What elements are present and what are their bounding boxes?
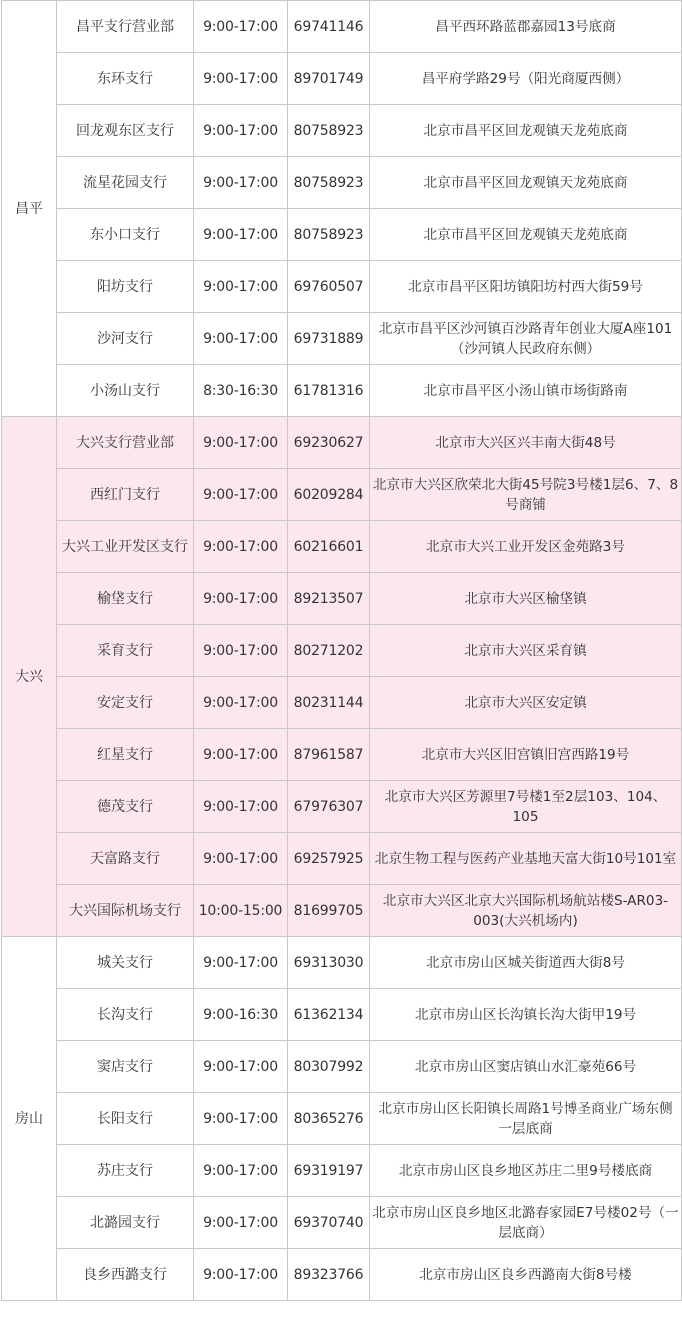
branch-name-cell: 昌平支行营业部 (57, 1, 194, 53)
business-hours-cell: 9:00-17:00 (194, 521, 288, 573)
phone-cell: 80365276 (288, 1093, 370, 1145)
phone-cell: 69319197 (288, 1145, 370, 1197)
address-cell: 北京市房山区良乡地区北潞春家园E7号楼02号（一层底商） (370, 1197, 682, 1249)
table-row (2, 937, 682, 989)
phone-cell: 69370740 (288, 1197, 370, 1249)
phone-cell: 80231144 (288, 677, 370, 729)
business-hours-cell: 9:00-17:00 (194, 1041, 288, 1093)
branch-name-cell: 城关支行 (57, 937, 194, 989)
address-cell: 北京市大兴区安定镇 (370, 677, 682, 729)
phone-cell: 69760507 (288, 261, 370, 313)
phone-cell: 80271202 (288, 625, 370, 677)
address-cell: 北京市大兴区兴丰南大街48号 (370, 417, 682, 469)
branch-name-cell: 红星支行 (57, 729, 194, 781)
business-hours-cell: 9:00-17:00 (194, 469, 288, 521)
table-row (2, 833, 682, 885)
address-cell: 北京市房山区良乡西潞南大街8号楼 (370, 1249, 682, 1301)
address-cell: 北京市大兴区欣荣北大街45号院3号楼1层6、7、8号商铺 (370, 469, 682, 521)
branch-name-cell: 大兴工业开发区支行 (57, 521, 194, 573)
business-hours-cell: 9:00-17:00 (194, 1249, 288, 1301)
phone-cell: 81699705 (288, 885, 370, 937)
phone-cell: 69731889 (288, 313, 370, 365)
phone-cell: 89701749 (288, 53, 370, 105)
branch-name-cell: 阳坊支行 (57, 261, 194, 313)
branch-name-cell: 东小口支行 (57, 209, 194, 261)
table-row (2, 313, 682, 365)
district-cell: 昌平 (2, 1, 57, 417)
address-cell: 北京市房山区长沟镇长沟大街甲19号 (370, 989, 682, 1041)
branch-name-cell: 北潞园支行 (57, 1197, 194, 1249)
business-hours-cell: 9:00-17:00 (194, 313, 288, 365)
branch-name-cell: 长阳支行 (57, 1093, 194, 1145)
phone-cell: 60209284 (288, 469, 370, 521)
phone-cell: 80758923 (288, 157, 370, 209)
business-hours-cell: 9:00-17:00 (194, 781, 288, 833)
address-cell: 北京市大兴区芳源里7号楼1至2层103、104、105 (370, 781, 682, 833)
branch-name-cell: 安定支行 (57, 677, 194, 729)
district-cell: 房山 (2, 937, 57, 1301)
branch-name-cell: 东环支行 (57, 53, 194, 105)
business-hours-cell: 9:00-17:00 (194, 833, 288, 885)
table-row (2, 261, 682, 313)
branch-name-cell: 西红门支行 (57, 469, 194, 521)
address-cell: 北京市房山区城关街道西大街8号 (370, 937, 682, 989)
table-row (2, 885, 682, 937)
business-hours-cell: 9:00-17:00 (194, 105, 288, 157)
branch-name-cell: 天富路支行 (57, 833, 194, 885)
business-hours-cell: 9:00-17:00 (194, 417, 288, 469)
address-cell: 北京市昌平区阳坊镇阳坊村西大街59号 (370, 261, 682, 313)
business-hours-cell: 9:00-17:00 (194, 261, 288, 313)
business-hours-cell: 9:00-17:00 (194, 1197, 288, 1249)
table-row (2, 989, 682, 1041)
branch-name-cell: 流星花园支行 (57, 157, 194, 209)
table-row (2, 1041, 682, 1093)
address-cell: 北京市房山区窦店镇山水汇豪苑66号 (370, 1041, 682, 1093)
table-row (2, 209, 682, 261)
business-hours-cell: 9:00-17:00 (194, 209, 288, 261)
table-row (2, 521, 682, 573)
phone-cell: 69313030 (288, 937, 370, 989)
branch-name-cell: 良乡西潞支行 (57, 1249, 194, 1301)
table-row (2, 469, 682, 521)
table-row (2, 677, 682, 729)
address-cell: 北京市房山区良乡地区苏庄二里9号楼底商 (370, 1145, 682, 1197)
business-hours-cell: 9:00-17:00 (194, 1, 288, 53)
address-cell: 北京市大兴工业开发区金苑路3号 (370, 521, 682, 573)
phone-cell: 69257925 (288, 833, 370, 885)
phone-cell: 61362134 (288, 989, 370, 1041)
branch-name-cell: 小汤山支行 (57, 365, 194, 417)
address-cell: 昌平府学路29号（阳光商厦西侧） (370, 53, 682, 105)
branch-name-cell: 大兴国际机场支行 (57, 885, 194, 937)
table-row (2, 1, 682, 53)
phone-cell: 80307992 (288, 1041, 370, 1093)
business-hours-cell: 9:00-16:30 (194, 989, 288, 1041)
business-hours-cell: 9:00-17:00 (194, 573, 288, 625)
table-row (2, 157, 682, 209)
table-row (2, 729, 682, 781)
table-row (2, 1145, 682, 1197)
address-cell: 北京市大兴区北京大兴国际机场航站楼S-AR03-003(大兴机场内) (370, 885, 682, 937)
business-hours-cell: 9:00-17:00 (194, 677, 288, 729)
branch-name-cell: 回龙观东区支行 (57, 105, 194, 157)
address-cell: 北京生物工程与医药产业基地天富大街10号101室 (370, 833, 682, 885)
address-cell: 北京市昌平区小汤山镇市场街路南 (370, 365, 682, 417)
table-row (2, 1197, 682, 1249)
phone-cell: 60216601 (288, 521, 370, 573)
table-row (2, 573, 682, 625)
address-cell: 北京市大兴区采育镇 (370, 625, 682, 677)
phone-cell: 87961587 (288, 729, 370, 781)
branch-name-cell: 沙河支行 (57, 313, 194, 365)
business-hours-cell: 9:00-17:00 (194, 625, 288, 677)
branch-name-cell: 长沟支行 (57, 989, 194, 1041)
table-row (2, 781, 682, 833)
business-hours-cell: 9:00-17:00 (194, 157, 288, 209)
address-cell: 北京市昌平区回龙观镇天龙苑底商 (370, 105, 682, 157)
table-row (2, 105, 682, 157)
table-row (2, 53, 682, 105)
phone-cell: 80758923 (288, 209, 370, 261)
business-hours-cell: 9:00-17:00 (194, 729, 288, 781)
phone-cell: 89323766 (288, 1249, 370, 1301)
table-row (2, 1093, 682, 1145)
branch-name-cell: 窦店支行 (57, 1041, 194, 1093)
address-cell: 北京市昌平区回龙观镇天龙苑底商 (370, 157, 682, 209)
phone-cell: 69741146 (288, 1, 370, 53)
phone-cell: 89213507 (288, 573, 370, 625)
business-hours-cell: 9:00-17:00 (194, 53, 288, 105)
address-cell: 北京市房山区长阳镇长周路1号博圣商业广场东侧一层底商 (370, 1093, 682, 1145)
phone-cell: 80758923 (288, 105, 370, 157)
branch-name-cell: 榆垡支行 (57, 573, 194, 625)
phone-cell: 67976307 (288, 781, 370, 833)
table-row (2, 365, 682, 417)
branch-name-cell: 苏庄支行 (57, 1145, 194, 1197)
business-hours-cell: 9:00-17:00 (194, 1093, 288, 1145)
table-row (2, 625, 682, 677)
table-row (2, 417, 682, 469)
address-cell: 北京市大兴区旧宫镇旧宫西路19号 (370, 729, 682, 781)
business-hours-cell: 10:00-15:00 (194, 885, 288, 937)
branch-name-cell: 采育支行 (57, 625, 194, 677)
address-cell: 昌平西环路蓝郡嘉园13号底商 (370, 1, 682, 53)
business-hours-cell: 9:00-17:00 (194, 1145, 288, 1197)
branch-table-body (2, 1, 682, 1301)
branch-name-cell: 大兴支行营业部 (57, 417, 194, 469)
branch-name-cell: 德茂支行 (57, 781, 194, 833)
district-cell: 大兴 (2, 417, 57, 937)
business-hours-cell: 8:30-16:30 (194, 365, 288, 417)
phone-cell: 61781316 (288, 365, 370, 417)
address-cell: 北京市昌平区沙河镇百沙路青年创业大厦A座101（沙河镇人民政府东侧） (370, 313, 682, 365)
address-cell: 北京市昌平区回龙观镇天龙苑底商 (370, 209, 682, 261)
table-row (2, 1249, 682, 1301)
branch-table (1, 0, 682, 1301)
address-cell: 北京市大兴区榆垡镇 (370, 573, 682, 625)
phone-cell: 69230627 (288, 417, 370, 469)
business-hours-cell: 9:00-17:00 (194, 937, 288, 989)
